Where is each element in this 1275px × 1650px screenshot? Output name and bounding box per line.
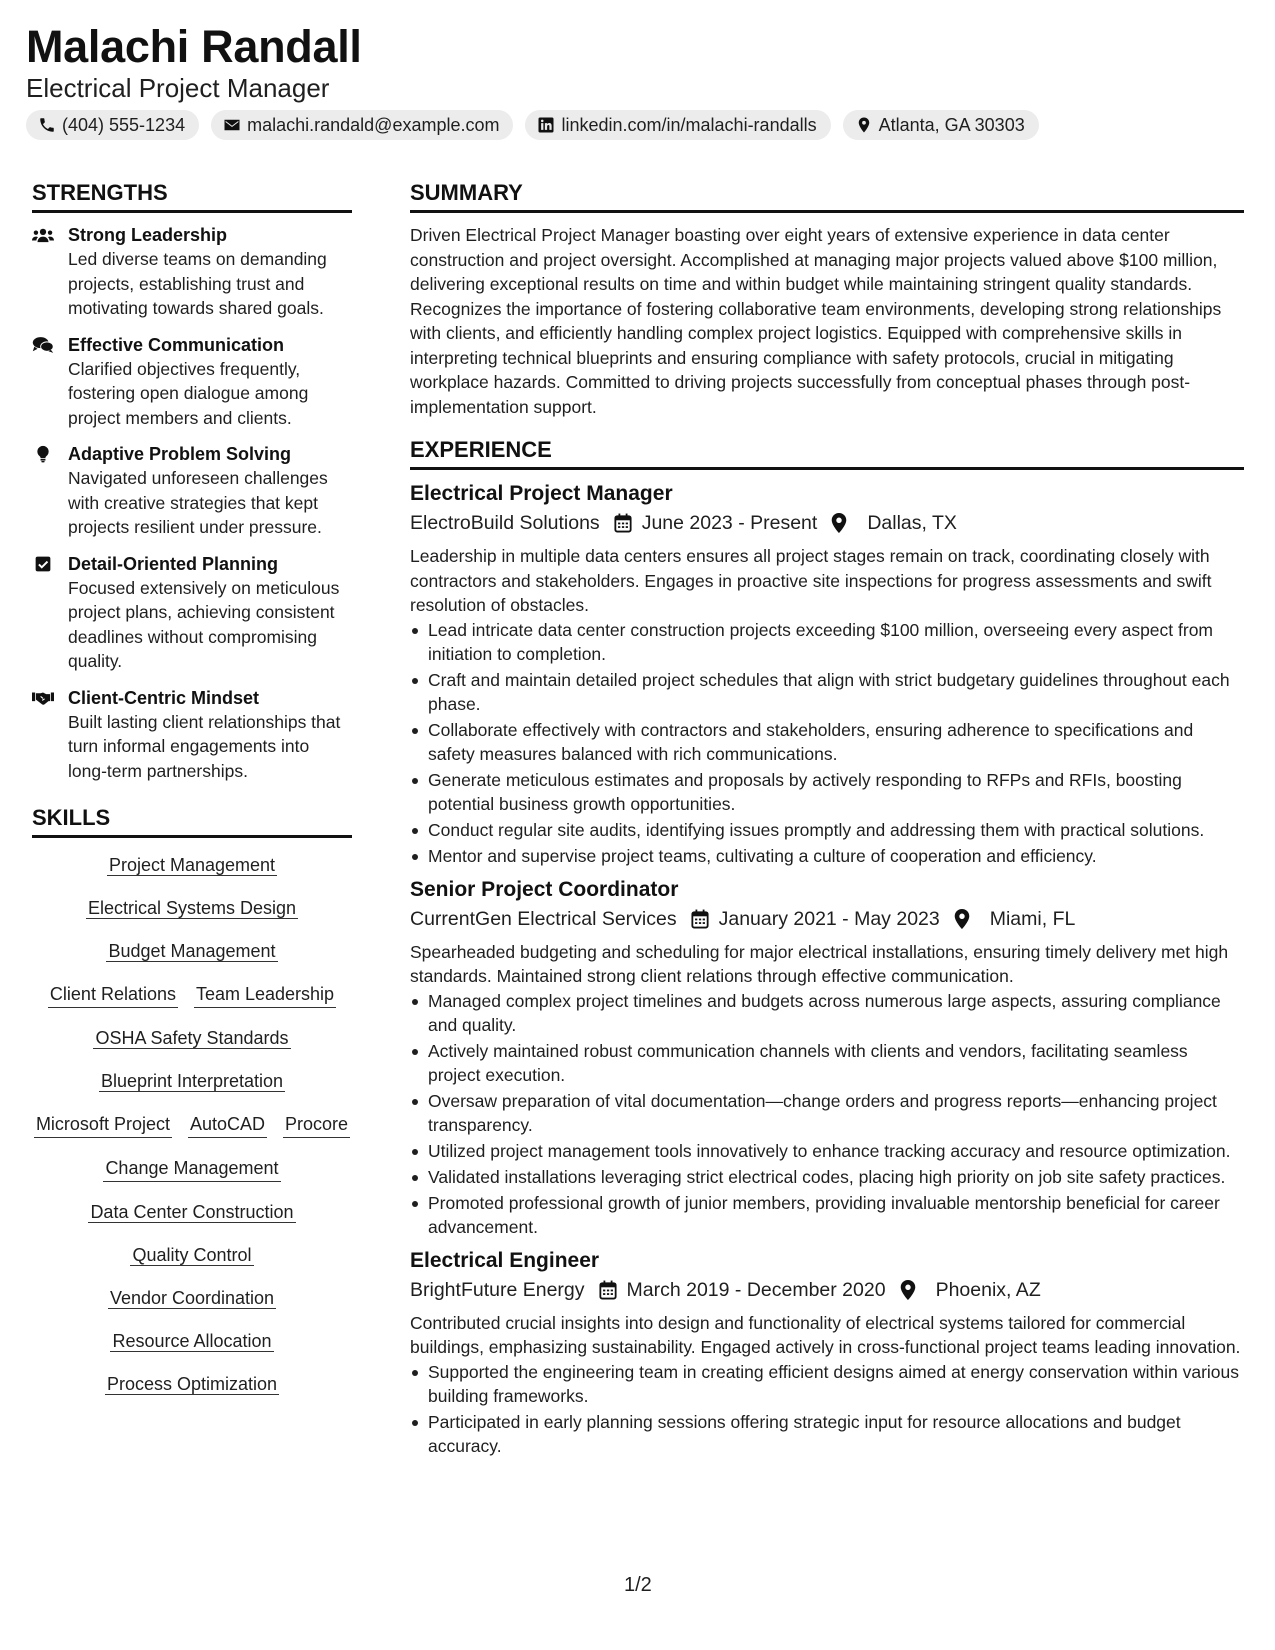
strength-item	[32, 686, 352, 784]
left-column	[32, 178, 352, 1418]
job-location: Miami, FL	[989, 907, 1076, 930]
contact-email-text: malachi.randald@example.com	[247, 115, 500, 135]
skill-tag: Microsoft Project	[34, 1111, 172, 1138]
strengths-heading: STRENGTHS	[32, 178, 352, 213]
skill-tag: Procore	[283, 1111, 350, 1138]
skill-tag: OSHA Safety Standards	[95, 1028, 289, 1048]
job-company: CurrentGen Electrical Services	[410, 907, 677, 930]
list-item: Participated in early planning sessions offering strategic input for resource allocations and budget accuracy.	[410, 1410, 1244, 1458]
strength-item	[32, 442, 352, 540]
skill-tag: Client Relations	[48, 981, 178, 1008]
experience-heading: EXPERIENCE	[410, 435, 1244, 470]
envelope-icon	[223, 116, 241, 134]
contact-location-text: Atlanta, GA 30303	[878, 115, 1025, 135]
strength-item	[32, 223, 352, 321]
skill-tag: Change Management	[103, 1155, 280, 1182]
strength-desc: Clarified objectives frequently, fostering open dialogue among project members and clients.	[68, 358, 309, 428]
job-title: Electrical Engineer	[410, 1248, 600, 1272]
map-marker-icon	[954, 909, 970, 929]
skills-section	[32, 803, 352, 1418]
skills-heading: SKILLS	[32, 803, 352, 838]
candidate-title: Electrical Project Manager	[26, 73, 330, 103]
phone-icon	[38, 116, 56, 134]
skill-tag: Team Leadership	[194, 981, 336, 1008]
lightbulb-icon	[32, 445, 54, 463]
map-marker-icon	[900, 1280, 916, 1300]
skill-tag: Electrical Systems Design	[87, 898, 297, 918]
handshake-icon	[32, 689, 54, 707]
strength-item	[32, 333, 352, 431]
job-bullets	[410, 1360, 1244, 1458]
linkedin-icon	[537, 116, 555, 134]
map-marker-icon	[855, 116, 873, 134]
contact-email[interactable]	[211, 110, 513, 140]
check-square-icon	[32, 555, 54, 573]
list-item: Utilized project management tools innovatively to enhance tracking accuracy and resource optimization.	[410, 1139, 1244, 1163]
skill-tag: Data Center Construction	[90, 1202, 294, 1222]
job-meta	[410, 904, 1244, 934]
list-item: Craft and maintain detailed project schedules that align with strict budgetary guidelines throughout each phase.	[410, 668, 1244, 716]
strength-desc: Navigated unforeseen challenges with creative strategies that kept projects resilient under pressure.	[68, 468, 328, 537]
calendar-icon	[614, 513, 632, 533]
list-item: Mentor and supervise project teams, cultivating a culture of cooperation and efficiency.	[410, 844, 1244, 868]
list-item: Promoted professional growth of junior members, providing invaluable mentorship beneficial for career advancement.	[410, 1191, 1244, 1239]
calendar-icon	[691, 909, 709, 929]
contact-linkedin-text: linkedin.com/in/malachi-randalls	[561, 115, 817, 135]
job-company: BrightFuture Energy	[410, 1278, 585, 1301]
resume-header	[26, 22, 1246, 140]
list-item: Collaborate effectively with contractors and stakeholders, ensuring adherence to specifications and safety measures balanced with rich communications.	[410, 718, 1244, 766]
strength-title: Strong Leadership	[68, 225, 228, 245]
job-entry	[410, 1247, 1244, 1458]
comments-icon	[32, 336, 54, 354]
map-marker-icon	[831, 513, 847, 533]
list-item: Validated installations leveraging strict electrical codes, placing high priority on job site safety practices.	[410, 1165, 1244, 1189]
job-location: Phoenix, AZ	[935, 1278, 1041, 1301]
contact-phone[interactable]	[26, 110, 199, 140]
job-dates: June 2023 - Present	[641, 512, 818, 534]
list-item: Generate meticulous estimates and proposals by actively responding to RFPs and RFIs, boosting potential business growth opportunities.	[410, 768, 1244, 816]
strength-desc: Built lasting client relationships that turn informal engagements into long-term partnerships.	[68, 711, 341, 781]
job-company: ElectroBuild Solutions	[410, 512, 600, 534]
contact-linkedin[interactable]	[525, 110, 830, 140]
skill-tag: Process Optimization	[106, 1374, 278, 1394]
page-number: 1/2	[624, 1574, 652, 1596]
job-entry	[410, 480, 1244, 868]
job-title: Electrical Project Manager	[410, 482, 673, 505]
job-meta	[410, 1275, 1244, 1305]
skill-tag: Budget Management	[108, 941, 276, 961]
job-bullets	[410, 989, 1244, 1239]
calendar-icon	[599, 1280, 617, 1300]
strength-desc: Led diverse teams on demanding projects, establishing trust and motivating towards shared goals.	[68, 249, 327, 318]
contact-bar	[26, 110, 1246, 140]
list-item: Oversaw preparation of vital documentation—change orders and progress reports—enhancing project transparency.	[410, 1089, 1244, 1137]
job-meta	[410, 508, 1244, 538]
list-item: Lead intricate data center construction projects exceeding $100 million, overseeing every aspect from initiation to completion.	[410, 618, 1244, 666]
job-title: Senior Project Coordinator	[410, 877, 679, 901]
skill-tag: Resource Allocation	[112, 1331, 272, 1351]
job-entry	[410, 876, 1244, 1239]
list-item: Actively maintained robust communication channels with clients and vendors, facilitating seamless project execution.	[410, 1039, 1244, 1087]
list-item: Conduct regular site audits, identifying issues promptly and addressing them with practical solutions.	[410, 818, 1244, 842]
strength-title: Detail-Oriented Planning	[68, 553, 279, 574]
skill-tag: Quality Control	[132, 1245, 252, 1265]
users-icon	[32, 226, 54, 244]
skill-tag: AutoCAD	[188, 1111, 267, 1138]
job-location: Dallas, TX	[867, 512, 957, 534]
job-description: Contributed crucial insights into design and functionality of electrical systems tailored for commercial buildings, emphasizing sustainability. Engaged actively in cross-functional project teams leading innovation.	[410, 1312, 1241, 1357]
skill-tag: Blueprint Interpretation	[100, 1071, 284, 1091]
strength-item	[32, 552, 352, 674]
skills-list	[32, 848, 352, 1418]
strength-title: Client-Centric Mindset	[68, 687, 260, 708]
job-dates: March 2019 - December 2020	[626, 1278, 886, 1301]
right-column	[410, 178, 1244, 1466]
job-bullets	[410, 618, 1244, 868]
job-dates: January 2021 - May 2023	[718, 907, 940, 930]
candidate-name: Malachi Randall	[26, 21, 362, 72]
job-description: Spearheaded budgeting and scheduling for major electrical installations, ensuring timely delivery met high standards. Maintained strong client relations through effective communication.	[410, 941, 1229, 986]
strength-title: Effective Communication	[68, 334, 285, 355]
contact-location[interactable]	[843, 110, 1039, 140]
summary-heading: SUMMARY	[410, 178, 1244, 213]
strength-desc: Focused extensively on meticulous project plans, achieving consistent deadlines without compromising quality.	[68, 577, 340, 671]
job-description: Leadership in multiple data centers ensures all project stages remain on track, coordinating closely with contractors and stakeholders. Engages in proactive site inspections for progress assessments and swift resolution of obstacles.	[410, 546, 1212, 615]
strength-title: Adaptive Problem Solving	[68, 444, 292, 464]
list-item: Managed complex project timelines and budgets across numerous large aspects, assuring compliance and quality.	[410, 989, 1244, 1037]
contact-phone-text: (404) 555-1234	[62, 115, 186, 135]
summary-text: Driven Electrical Project Manager boasting over eight years of extensive experience in data center construction and project oversight. Accomplished at managing major projects valued above $100 million, delivering exceptional results on time and within budget while maintaining stringent quality standards. Recognizes the importance of fostering collaborative team environments, developing strong relationships with clients, and efficiently handling complex project logistics. Equipped with comprehensive skills in interpreting technical blueprints and ensuring compliance with safety protocols, crucial in mitigating workplace hazards. Committed to driving projects successfully from conceptual phases through post-implementation support.	[410, 225, 1222, 417]
list-item: Supported the engineering team in creating efficient designs aimed at energy conservation within various building frameworks.	[410, 1360, 1244, 1408]
skill-tag: Project Management	[108, 855, 276, 875]
skill-tag: Vendor Coordination	[109, 1288, 275, 1308]
